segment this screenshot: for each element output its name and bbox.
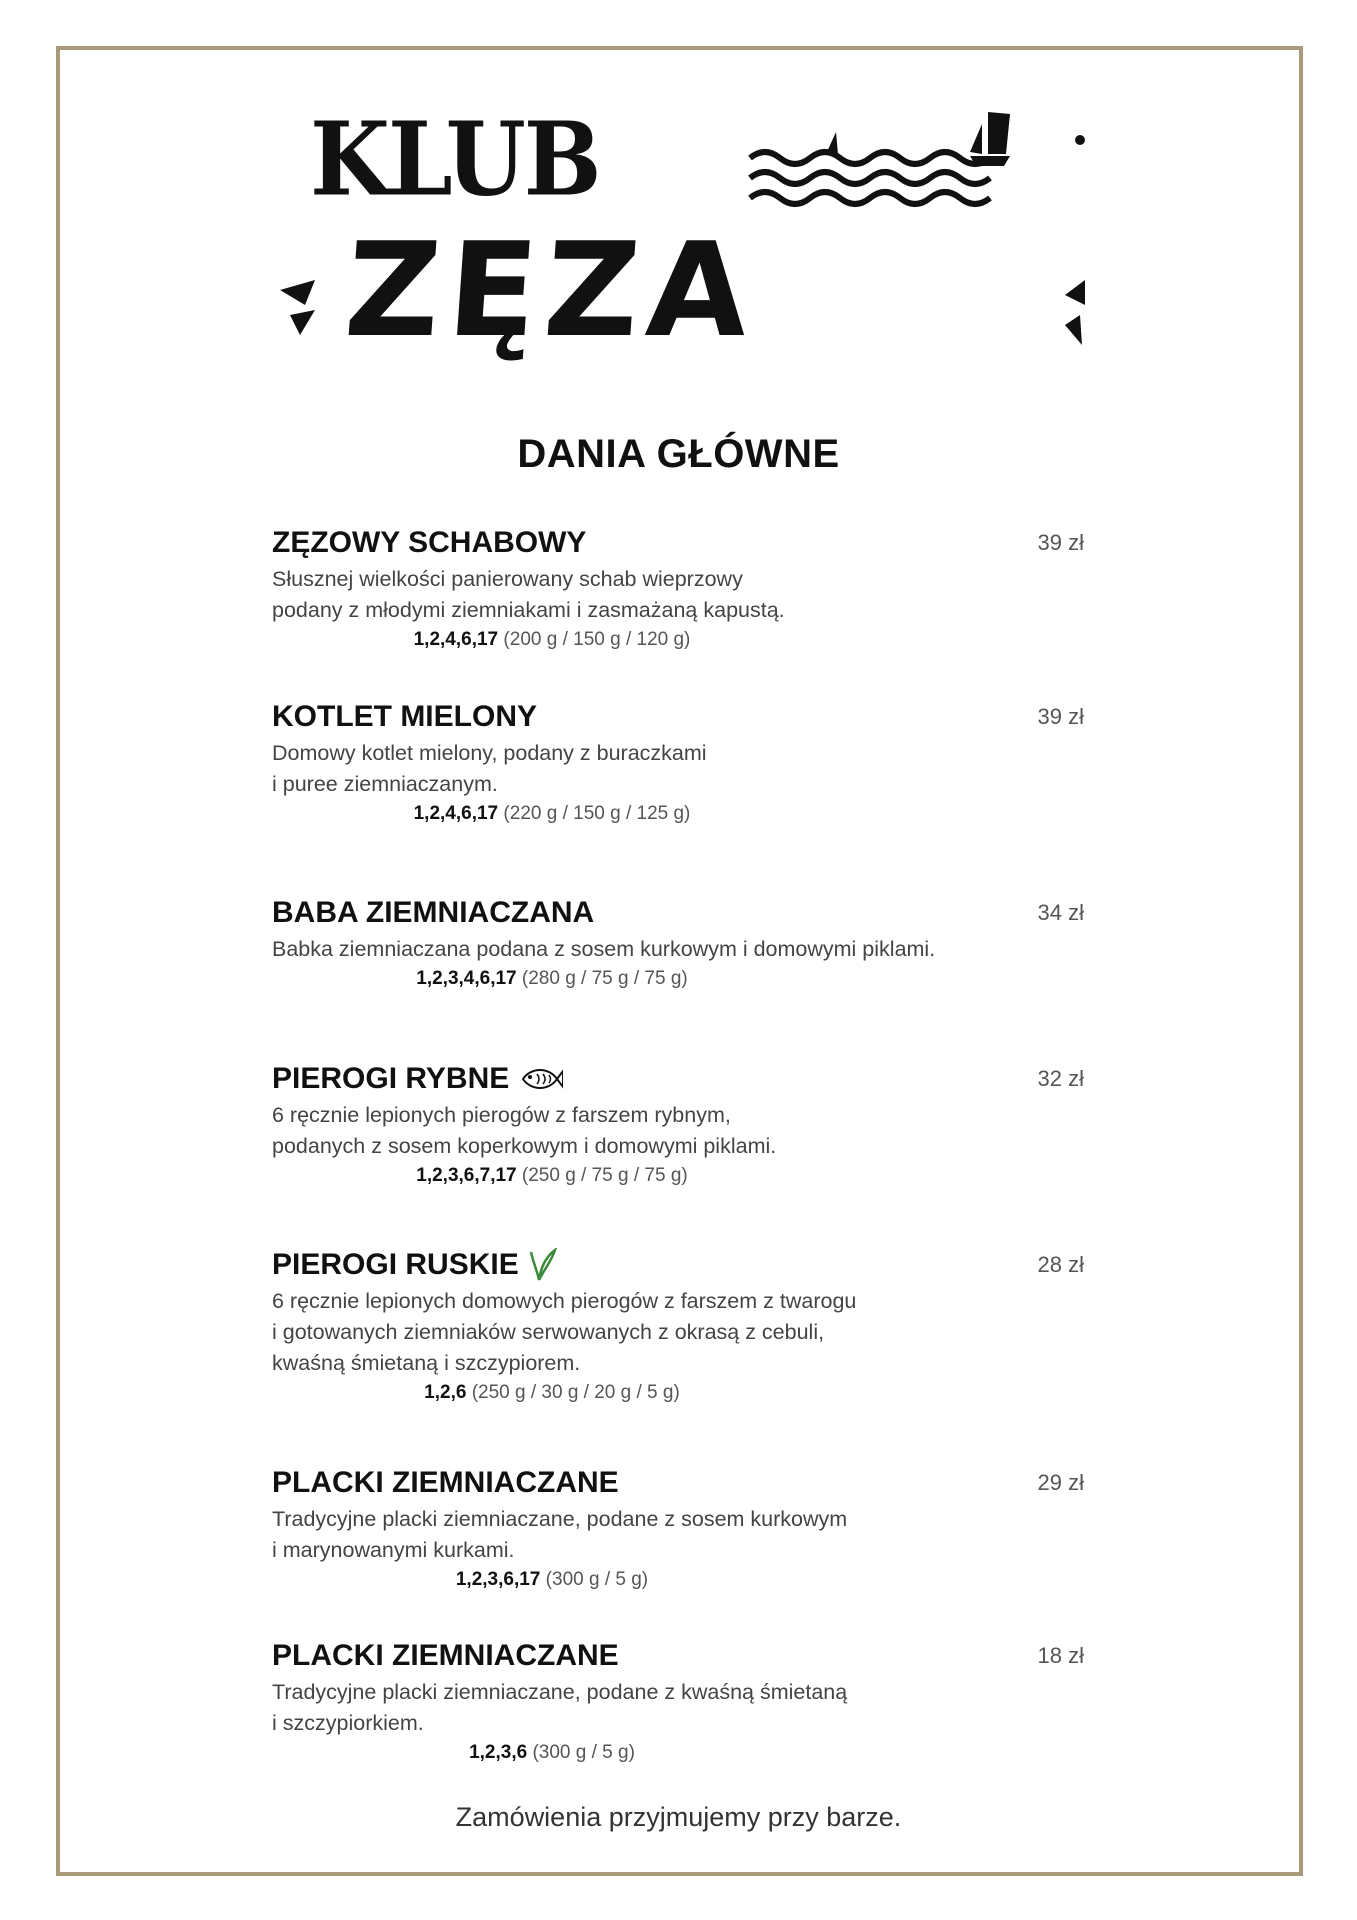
vegetarian-leaf-icon [529,1248,557,1282]
item-description: Tradycyjne placki ziemniaczane, podane z sosem kurkowym i marynowanymi kurkami. [272,1507,848,1562]
item-name: PLACKI ZIEMNIACZANE [272,1639,619,1672]
menu-item [272,1060,1092,1190]
logo-line2: ZĘZA [340,214,762,366]
item-description: Słusznej wielkości panierowany schab wieprzowy podany z młodymi ziemniakami i zasmażaną kapustą. [272,567,785,622]
menu-item [272,894,1092,993]
logo-right-arrow [1065,280,1085,345]
item-name: ZĘZOWY SCHABOWY [272,526,587,559]
item-allergens: 1,2,6 (250 g / 30 g / 20 g / 5 g) [424,1382,680,1403]
item-price: 29 zł [1037,1470,1084,1495]
item-price: 32 zł [1037,1066,1084,1091]
item-allergens: 1,2,4,6,17 (220 g / 150 g / 125 g) [413,803,691,824]
item-price: 28 zł [1037,1252,1084,1277]
item-allergens: 1,2,3,4,6,17 (280 g / 75 g / 75 g) [416,968,688,989]
menu-item [272,1246,1092,1407]
item-name: PIEROGI RUSKIE [272,1246,1092,1284]
item-name: PIEROGI RYBNE [272,1060,1092,1098]
item-price: 18 zł [1037,1643,1084,1668]
logo-line1: KLUB [310,99,600,219]
item-name: KOTLET MIELONY [272,700,537,733]
item-description: 6 ręcznie lepionych domowych pierogów z farszem z twarogu i gotowanych ziemniaków serwowanych z okrasą z cebuli, kwaśną śmietaną i szczypiorem. [272,1289,857,1375]
section-title: DANIA GŁÓWNE [517,432,840,476]
item-allergens: 1,2,3,6,7,17 (250 g / 75 g / 75 g) [416,1165,688,1186]
menu-item [272,1464,1092,1594]
item-allergens: 1,2,3,6 (300 g / 5 g) [469,1742,635,1763]
item-name: PLACKI ZIEMNIACZANE [272,1466,619,1499]
item-description: Babka ziemniaczana podana z sosem kurkowym i domowymi piklami. [272,937,936,961]
item-name: BABA ZIEMNIACZANA [272,896,595,929]
item-description: Tradycyjne placki ziemniaczane, podane z kwaśną śmietaną i szczypiorkiem. [272,1680,848,1735]
logo-left-arrow [280,280,315,335]
ordering-note: Zamówienia przyjmujemy przy barze. [455,1802,902,1832]
item-price: 39 zł [1037,704,1084,729]
menu-item [272,524,1092,654]
item-description: 6 ręcznie lepionych pierogów z farszem rybnym, podanych z sosem koperkowym i domowymi piklami. [272,1103,777,1158]
item-description: Domowy kotlet mielony, podany z buraczkami i puree ziemniaczanym. [272,741,707,796]
item-price: 39 zł [1037,530,1084,555]
menu-item [272,698,1092,828]
fish-icon [519,1065,563,1093]
item-allergens: 1,2,3,6,17 (300 g / 5 g) [455,1569,649,1590]
item-price: 34 zł [1037,900,1084,925]
item-allergens: 1,2,4,6,17 (200 g / 150 g / 120 g) [413,629,691,650]
waves-boat-icon [750,152,990,204]
klub-zeza-logo [270,90,1100,370]
menu-item [272,1637,1092,1767]
